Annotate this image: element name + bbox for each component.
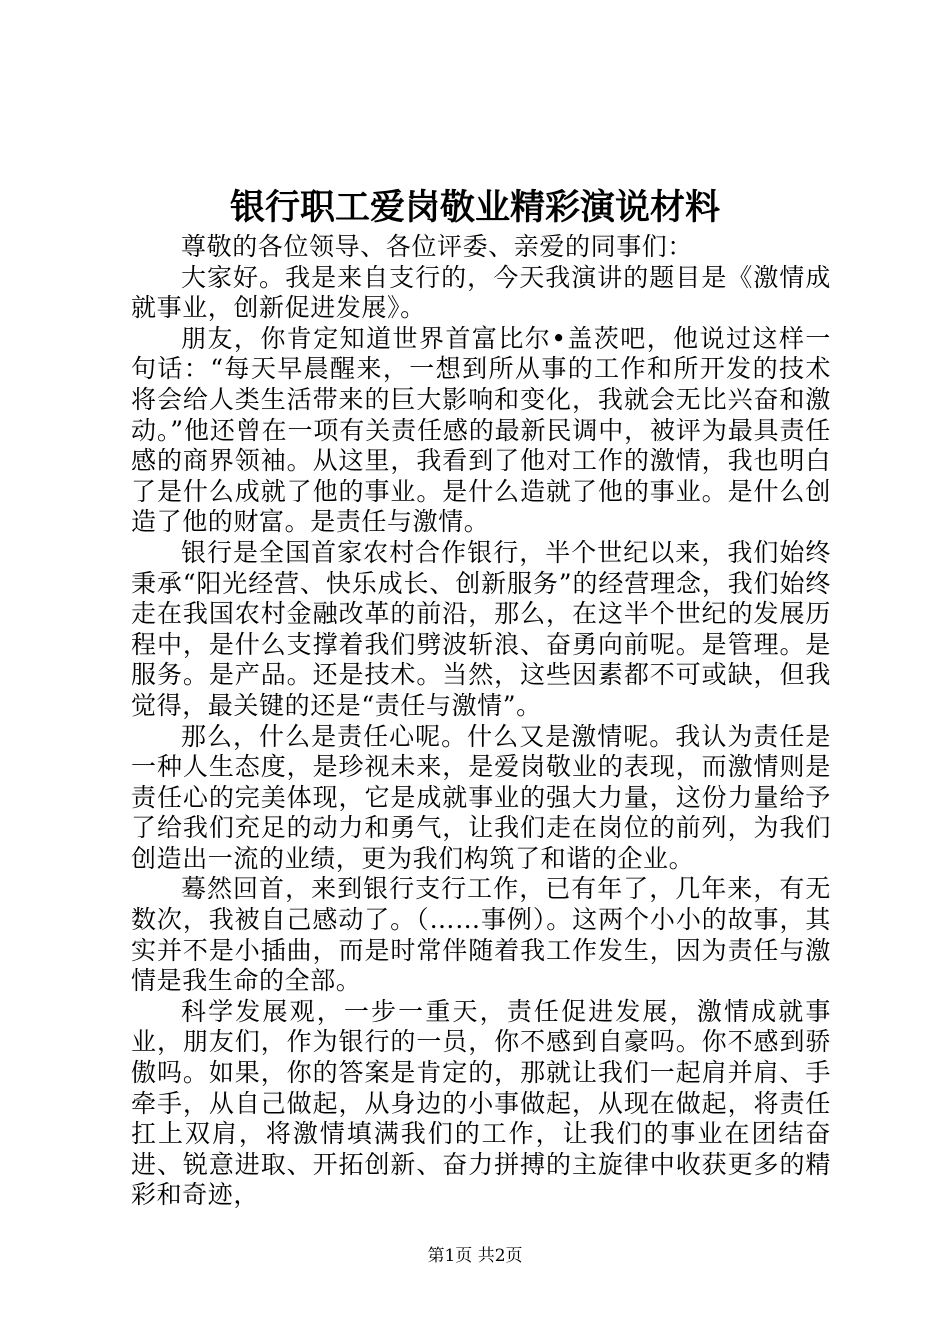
paragraph-bill-gates: 朋友，你肯定知道世界首富比尔•盖茨吧，他说过这样一句话：“每天早晨醒来，一想到所从事的工作和所开发的技术将会给人类生活带来的巨大影响和变化，我就会无比兴奋和激动。”他还曾在一项有关责任感的最新民调中，被评为最具责任感的商界领袖。从这里，我看到了他对工作的激情，我也明白了是什么成就了他的事业。是什么造就了他的事业。是什么创造了他的财富。是责任与激情。 bbox=[131, 323, 831, 537]
page-number-footer: 第1页 共2页 bbox=[427, 1246, 523, 1266]
paragraph-looking-back: 蓦然回首，来到银行支行工作，已有年了，几年来，有无数次，我被自己感动了。（……事例）。这两个小小的故事，其实并不是小插曲，而是时常伴随着我工作发生，因为责任与激情是我生命的全部。 bbox=[131, 874, 831, 996]
paragraph-responsibility: 那么，什么是责任心呢。什么又是激情呢。我认为责任是一种人生态度，是珍视未来，是爱岗敬业的表现，而激情则是责任心的完美体现，它是成就事业的强大力量，这份力量给予了给我们充足的动力和勇气，让我们走在岗位的前列，为我们创造出一流的业绩，更为我们构筑了和谐的企业。 bbox=[131, 721, 831, 873]
paragraph-bank-history: 银行是全国首家农村合作银行，半个世纪以来，我们始终秉承“阳光经营、快乐成长、创新服务”的经营理念，我们始终走在我国农村金融改革的前沿，那么，在这半个世纪的发展历程中，是什么支撑着我们劈波斩浪、奋勇向前呢。是管理。是服务。是产品。还是技术。当然，这些因素都不可或缺，但我觉得，最关键的还是“责任与激情”。 bbox=[131, 537, 831, 720]
document-title: 银行职工爱岗敬业精彩演说材料 bbox=[229, 187, 720, 228]
document-body bbox=[131, 232, 831, 1211]
paragraph-call-to-action: 科学发展观，一步一重天，责任促进发展，激情成就事业，朋友们，作为银行的一员，你不感到自豪吗。你不感到骄傲吗。如果，你的答案是肯定的，那就让我们一起肩并肩、手牵手，从自己做起，从身边的小事做起，从现在做起，将责任扛上双肩，将激情填满我们的工作，让我们的事业在团结奋进、锐意进取、开拓创新、奋力拼搏的主旋律中收获更多的精彩和奇迹， bbox=[131, 996, 831, 1210]
paragraph-salutation: 尊敬的各位领导、各位评委、亲爱的同事们： bbox=[181, 232, 694, 261]
paragraph-greeting: 大家好。我是来自支行的，今天我演讲的题目是《激情成就事业，创新促进发展》。 bbox=[131, 262, 831, 323]
